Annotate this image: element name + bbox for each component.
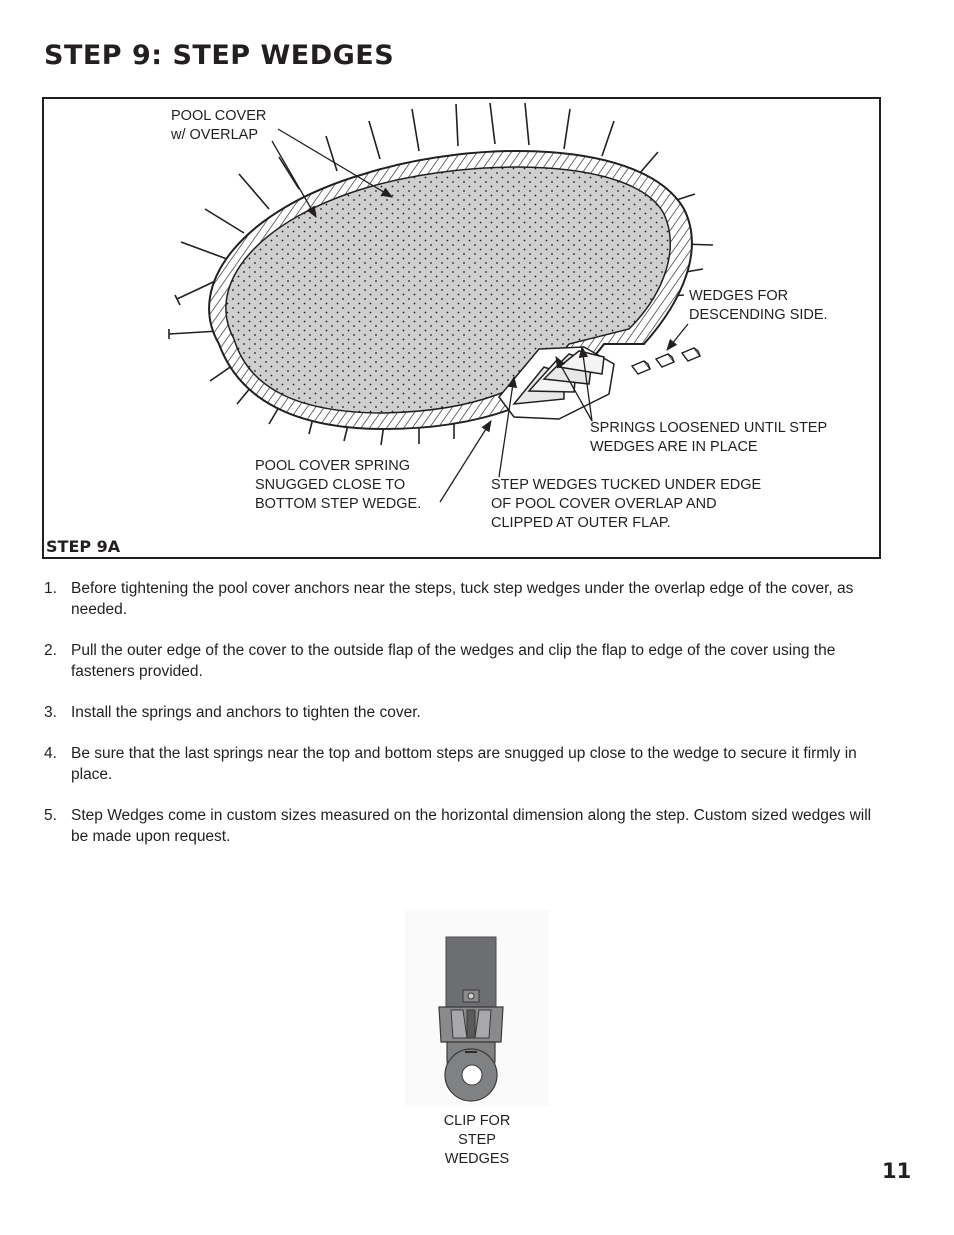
step-9a-label: STEP 9A — [46, 537, 121, 556]
descending-side-wedges — [632, 348, 700, 374]
step-9a-figure — [42, 97, 881, 559]
label-pool-cover: POOL COVER w/ OVERLAP — [171, 108, 267, 143]
list-item: 1. Before tightening the pool cover anchors near the steps, tuck step wedges under the overlap edge of the cover, as needed. — [44, 580, 854, 618]
label-spring-snugged: POOL COVER SPRING SNUGGED CLOSE TO BOTTOM STEP WEDGE. — [255, 458, 422, 512]
list-item: 4. Be sure that the last springs near the top and bottom steps are snugged up close to the wedge to secure it firmly in place. — [44, 745, 857, 783]
clip-illustration — [405, 910, 549, 1106]
label-wedges-tucked: STEP WEDGES TUCKED UNDER EDGE OF POOL COVER OVERLAP AND CLIPPED AT OUTER FLAP. — [491, 477, 762, 531]
page-number: 11 — [882, 1159, 912, 1183]
list-item: 2. Pull the outer edge of the cover to the outside flap of the wedges and clip the flap to edge of the cover using the fasteners provided. — [44, 642, 836, 680]
clip-caption: CLIP FOR STEP WEDGES — [443, 1113, 511, 1167]
wedges-descending-leader — [667, 324, 688, 350]
label-springs-loosened: SPRINGS LOOSENED UNTIL STEP WEDGES ARE IN PLACE — [590, 420, 828, 455]
instructions-list — [44, 578, 879, 867]
spring-snugged-leader — [440, 421, 491, 502]
list-item: 5. Step Wedges come in custom sizes measured on the horizontal dimension along the step. Custom sized wedges will be made upon request. — [44, 807, 872, 845]
list-item: 3. Install the springs and anchors to tighten the cover. — [44, 704, 421, 721]
label-wedges-descending: WEDGES FOR DESCENDING SIDE. — [689, 288, 828, 323]
page-title: STEP 9: STEP WEDGES — [44, 40, 395, 71]
